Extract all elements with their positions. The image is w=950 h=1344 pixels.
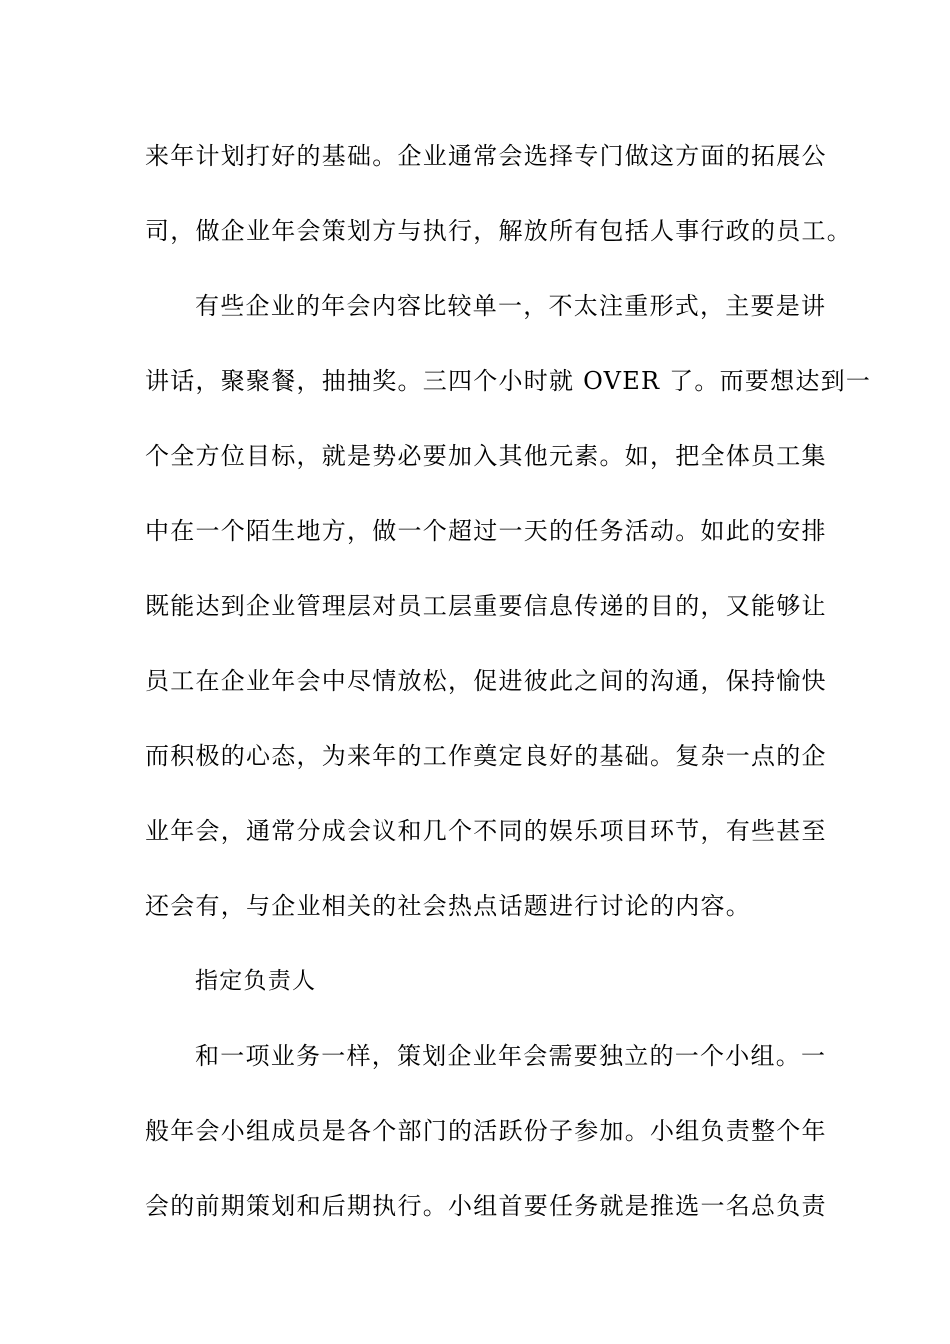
text-line: 员工在企业年会中尽情放松，促进彼此之间的沟通，保持愉快 xyxy=(145,667,827,695)
text-line: 个全方位目标，就是势必要加入其他元素。如，把全体员工集 xyxy=(145,442,827,470)
section-heading: 指定负责人 xyxy=(195,968,317,994)
text-line: 中在一个陌生地方，做一个超过一天的任务活动。如此的安排 xyxy=(145,517,827,545)
text-line: 来年计划打好的基础。企业通常会选择专门做这方面的拓展公 xyxy=(145,142,827,170)
paragraph-start-line: 有些企业的年会内容比较单一，不太注重形式，主要是讲 xyxy=(195,292,827,320)
text-line: 司，做企业年会策划方与执行，解放所有包括人事行政的员工。 xyxy=(145,217,852,245)
text-line: 般年会小组成员是各个部门的活跃份子参加。小组负责整个年 xyxy=(145,1117,827,1145)
text-line: 会的前期策划和后期执行。小组首要任务就是推选一名总负责 xyxy=(145,1192,827,1220)
text-line: 既能达到企业管理层对员工层重要信息传递的目的，又能够让 xyxy=(145,592,827,620)
document-body xyxy=(145,131,872,1256)
text-line: 还会有，与企业相关的社会热点话题进行讨论的内容。 xyxy=(145,892,751,920)
paragraph-start-line: 和一项业务一样，策划企业年会需要独立的一个小组。一 xyxy=(195,1042,827,1070)
text-line: 业年会，通常分成会议和几个不同的娱乐项目环节，有些甚至 xyxy=(145,817,827,845)
text-line: 而积极的心态，为来年的工作奠定良好的基础。复杂一点的企 xyxy=(145,742,827,770)
text-line: 讲话，聚聚餐，抽抽奖。三四个小时就 OVER 了。而要想达到一 xyxy=(145,367,872,395)
